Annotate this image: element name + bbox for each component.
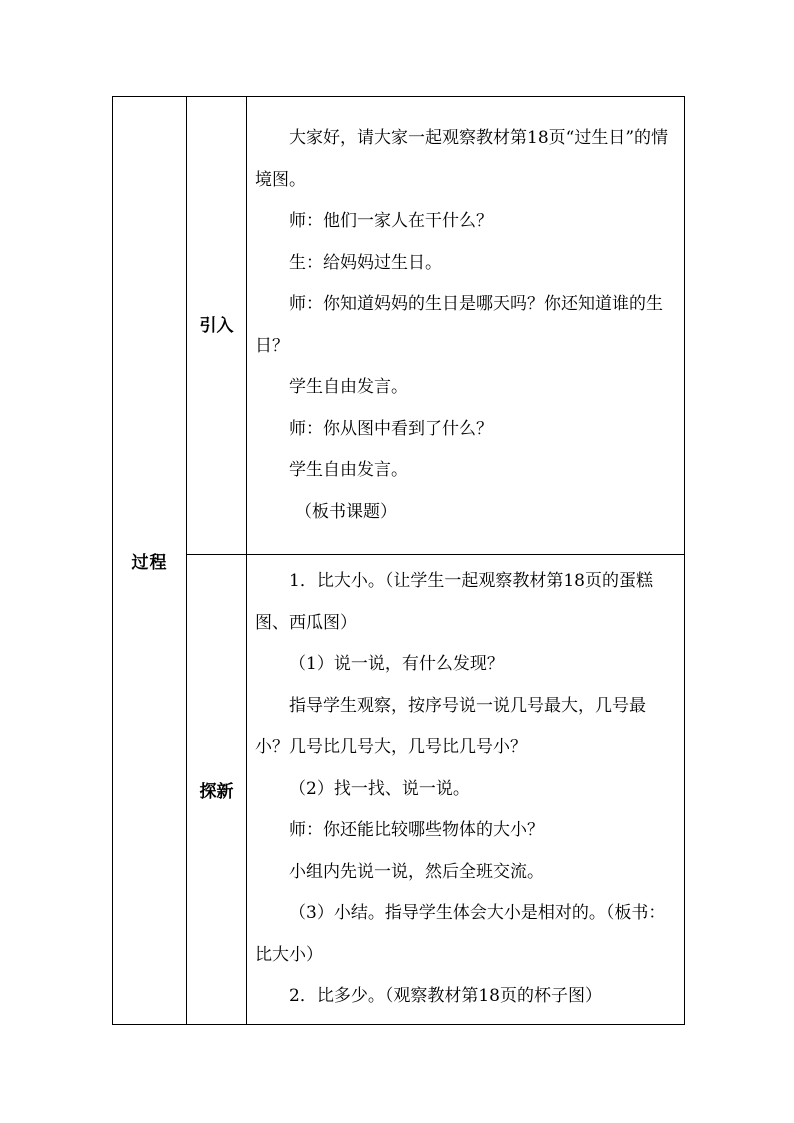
intro-content	[247, 112, 684, 539]
table-row	[113, 555, 685, 1025]
section-label-intro: 引入	[199, 316, 234, 336]
paragraph: 师：他们一家人在干什么？	[289, 211, 493, 231]
table-row	[113, 97, 685, 555]
stage-cell	[113, 97, 187, 1025]
paragraph: 学生自由发言。	[289, 377, 408, 397]
paragraph: 1．比大小。（让学生一起观察教材第18页的蛋糕图、西瓜图）	[255, 571, 653, 633]
lesson-plan-table	[112, 96, 685, 1025]
paragraph: 生：给妈妈过生日。	[289, 252, 442, 273]
paragraph: 指导学生观察，按序号说一说几号最大，几号最小？几号比几号大，几号比几号小？	[255, 695, 646, 757]
stage-label: 过程	[131, 552, 168, 573]
paragraph: （板书课题）	[295, 501, 397, 522]
paragraph: 大家好，请大家一起观察教材第18页“过生日”的情境图。	[255, 128, 669, 190]
section-label-cell	[187, 555, 247, 1025]
paragraph: 学生自由发言。	[289, 460, 408, 480]
paragraph: 小组内先说一说，然后全班交流。	[289, 861, 544, 882]
paragraph: （2）找一找、说一说。	[289, 778, 470, 799]
paragraph: 师：你知道妈妈的生日是哪天吗？你还知道谁的生日？	[255, 294, 663, 356]
paragraph: （1）说一说，有什么发现？	[289, 654, 504, 674]
section-label-cell	[187, 97, 247, 555]
section-content-cell	[247, 97, 685, 555]
paragraph: 师：你从图中看到了什么？	[289, 418, 493, 439]
section-content-cell	[247, 555, 685, 1025]
paragraph: 2．比多少。（观察教材第18页的杯子图）	[289, 986, 602, 1006]
explore-content	[247, 555, 684, 1024]
paragraph: 师：你还能比较哪些物体的大小？	[289, 820, 544, 840]
section-label-explore: 探新	[199, 781, 234, 802]
paragraph: （3）小结。指导学生体会大小是相对的。（板书：比大小）	[255, 903, 666, 965]
